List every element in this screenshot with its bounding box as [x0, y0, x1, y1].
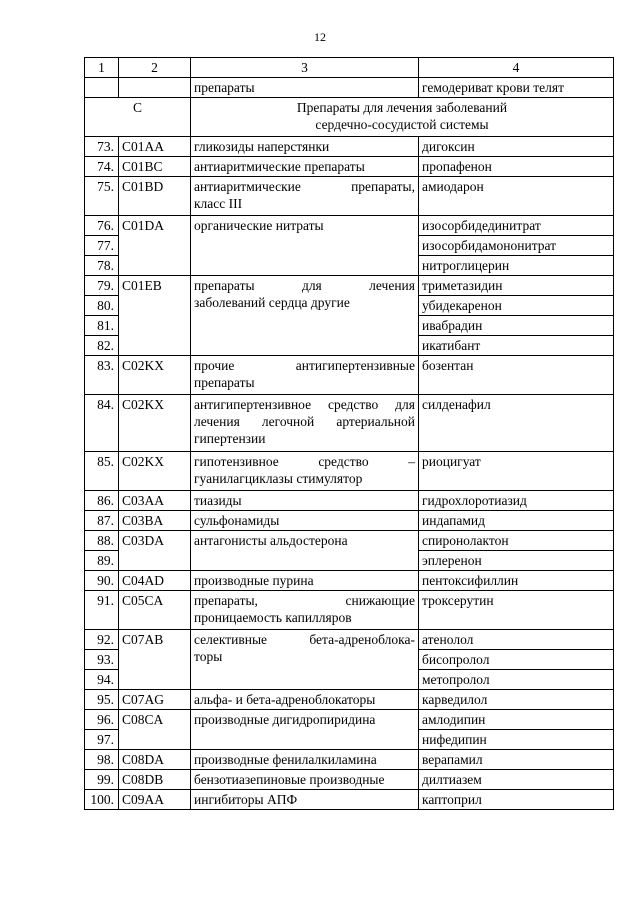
group-line: лечения легочной артериальной [194, 414, 415, 429]
atc-code: C07AB [119, 630, 191, 690]
row-number: 87. [85, 511, 119, 531]
drug-cell: атенолол [419, 630, 614, 650]
drug-cell: гидрохлоротиазид [419, 491, 614, 511]
group-cell: органические нитраты [191, 216, 419, 276]
group-line: селективные бета-адреноблока- [194, 632, 415, 647]
group-line: класс III [194, 196, 243, 211]
table-row [85, 276, 614, 296]
row-number: 84. [85, 395, 119, 452]
drug-cell: убидекаренон [419, 296, 614, 316]
table-row [85, 630, 614, 650]
row-number: 73. [85, 137, 119, 157]
drug-cell: изосорбидамононитрат [419, 236, 614, 256]
atc-code: C07AG [119, 690, 191, 710]
section-row [85, 98, 614, 137]
atc-code: C04AD [119, 571, 191, 591]
section-title [191, 98, 614, 137]
atc-code: C01AA [119, 137, 191, 157]
atc-code: C08DA [119, 750, 191, 770]
group-line: препараты для лечения [194, 278, 415, 293]
drug-cell: эплеренон [419, 551, 614, 571]
row-number: 77. [85, 236, 119, 256]
table-row [85, 395, 614, 452]
header-cell-4: 4 [419, 58, 614, 78]
table-row [85, 591, 614, 630]
group-cell: ингибиторы АПФ [191, 790, 419, 810]
group-cell: производные дигидропиридина [191, 710, 419, 750]
row-number: 93. [85, 650, 119, 670]
drug-cell: нифедипин [419, 730, 614, 750]
drug-cell: ивабрадин [419, 316, 614, 336]
row-number: 99. [85, 770, 119, 790]
atc-code: C08DB [119, 770, 191, 790]
drug-cell: риоцигуат [419, 452, 614, 491]
drug-cell: нитроглицерин [419, 256, 614, 276]
group-line: гипотензивное средство – [194, 454, 415, 469]
group-cell: антиаритмические препараты [191, 157, 419, 177]
row-number: 86. [85, 491, 119, 511]
drug-cell: дигоксин [419, 137, 614, 157]
row-number: 90. [85, 571, 119, 591]
drug-cell: изосорбидединитрат [419, 216, 614, 236]
group-cell: сульфонамиды [191, 511, 419, 531]
group-line: прочие антигипертензивные [194, 358, 415, 373]
row-number: 92. [85, 630, 119, 650]
table-row [85, 571, 614, 591]
table-row [85, 710, 614, 730]
drug-cell: силденафил [419, 395, 614, 452]
table-row [85, 137, 614, 157]
group-line: заболеваний сердца другие [194, 295, 350, 310]
drug-cell: амиодарон [419, 177, 614, 216]
group-cell: производные фенилалкиламина [191, 750, 419, 770]
atc-code: C01BC [119, 157, 191, 177]
group-line: антиаритмические препараты, [194, 179, 415, 194]
table-row [85, 690, 614, 710]
group-cell: бензотиазепиновые производные [191, 770, 419, 790]
table-row [85, 491, 614, 511]
atc-code: C09AA [119, 790, 191, 810]
row-number: 94. [85, 670, 119, 690]
row-number: 100. [85, 790, 119, 810]
drug-table [84, 57, 614, 810]
drug-cell: метопролол [419, 670, 614, 690]
row-number: 76. [85, 216, 119, 236]
drug-cell: амлодипин [419, 710, 614, 730]
group-cell [191, 630, 419, 690]
atc-code: C02KX [119, 395, 191, 452]
group-line: гуанилагциклазы стимулятор [194, 471, 363, 486]
row-number: 82. [85, 336, 119, 356]
table-row [85, 790, 614, 810]
atc-code: C01EB [119, 276, 191, 356]
atc-code: C02KX [119, 356, 191, 395]
drug-cell: пропафенон [419, 157, 614, 177]
group-line: препараты, снижающие [194, 593, 415, 608]
header-cell-3: 3 [191, 58, 419, 78]
atc-code: C01DA [119, 216, 191, 276]
group-line: гипертензии [194, 431, 266, 446]
drug-cell: пентоксифиллин [419, 571, 614, 591]
table-row [85, 157, 614, 177]
group-line: препараты [194, 375, 255, 390]
row-number: 89. [85, 551, 119, 571]
atc-code: C05CA [119, 591, 191, 630]
group-cell [191, 276, 419, 356]
table-row [85, 177, 614, 216]
atc-code: C01BD [119, 177, 191, 216]
group-cell [191, 452, 419, 491]
header-row [85, 58, 614, 78]
group-cell [191, 591, 419, 630]
row-number: 95. [85, 690, 119, 710]
atc-code: C02KX [119, 452, 191, 491]
row-number: 85. [85, 452, 119, 491]
drug-cell: икатибант [419, 336, 614, 356]
table-row [85, 216, 614, 236]
drug-cell: карведилол [419, 690, 614, 710]
row-number: 74. [85, 157, 119, 177]
table-row [85, 452, 614, 491]
drug-cell: дилтиазем [419, 770, 614, 790]
row-number: 91. [85, 591, 119, 630]
page-number: 12 [314, 30, 326, 44]
drug-cell: триметазидин [419, 276, 614, 296]
group-line: антигипертензивное средство для [194, 397, 415, 412]
drug-cell: спиронолактон [419, 531, 614, 551]
row-number: 79. [85, 276, 119, 296]
section-code: C [85, 98, 191, 137]
row-number: 80. [85, 296, 119, 316]
atc-code: C03DA [119, 531, 191, 571]
table-row [85, 356, 614, 395]
group-cell: производные пурина [191, 571, 419, 591]
drug-cell: бозентан [419, 356, 614, 395]
section-title-line: Препараты для лечения заболеваний [296, 100, 508, 115]
group-cell: антагонисты альдостерона [191, 531, 419, 571]
group-cell [191, 356, 419, 395]
table-row [85, 770, 614, 790]
row-number: 97. [85, 730, 119, 750]
drug-cell: каптоприл [419, 790, 614, 810]
header-cell-1: 1 [85, 58, 119, 78]
row-number: 75. [85, 177, 119, 216]
group-cell [191, 177, 419, 216]
group-cell: препараты [191, 78, 419, 98]
row-number: 96. [85, 710, 119, 730]
row-number: 88. [85, 531, 119, 551]
table-row [85, 531, 614, 551]
row-number: 98. [85, 750, 119, 770]
row-number: 83. [85, 356, 119, 395]
row-number: 78. [85, 256, 119, 276]
group-line: проницаемость капилляров [194, 610, 352, 625]
row-number: 81. [85, 316, 119, 336]
drug-cell: бисопролол [419, 650, 614, 670]
group-cell: альфа- и бета-адреноблокаторы [191, 690, 419, 710]
drug-cell: индапамид [419, 511, 614, 531]
section-title-line: сердечно-сосудистой системы [315, 117, 489, 132]
atc-code: C03BA [119, 511, 191, 531]
atc-code: C08CA [119, 710, 191, 750]
atc-code: C03AA [119, 491, 191, 511]
continuation-row [85, 78, 614, 98]
group-cell: тиазиды [191, 491, 419, 511]
group-cell: гликозиды наперстянки [191, 137, 419, 157]
drug-cell: гемодериват крови телят [419, 78, 614, 98]
group-cell [191, 395, 419, 452]
table-row [85, 511, 614, 531]
header-cell-2: 2 [119, 58, 191, 78]
drug-cell: верапамил [419, 750, 614, 770]
group-line: торы [194, 649, 223, 664]
table-row [85, 750, 614, 770]
drug-cell: троксерутин [419, 591, 614, 630]
